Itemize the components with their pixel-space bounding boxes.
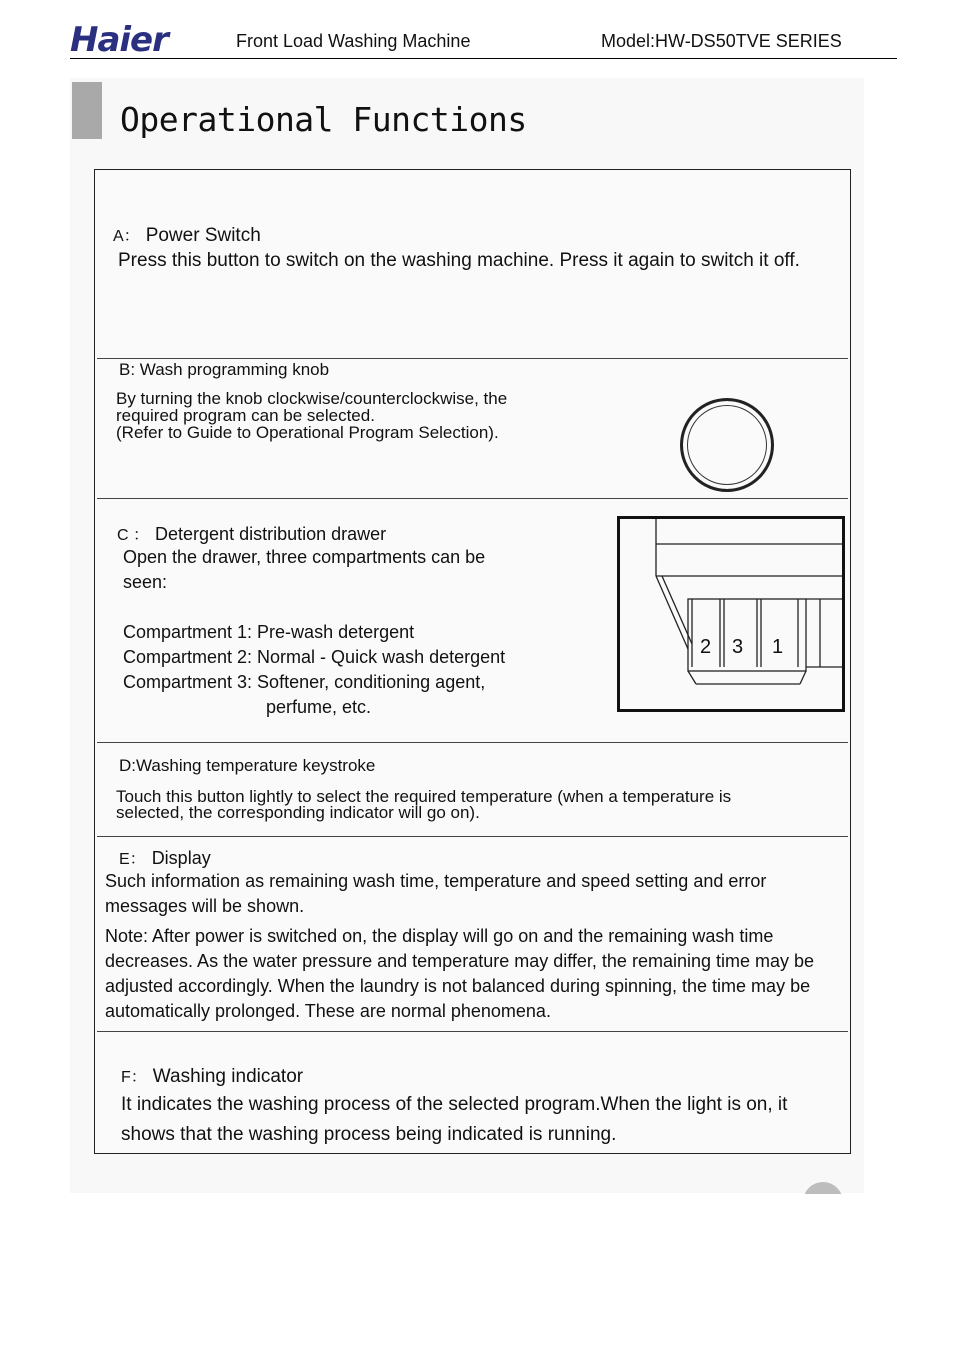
description-line: Open the drawer, three compartments can be bbox=[123, 547, 486, 567]
item-note: Note: After power is switched on, the display will go on and the remaining wash time decreases. As the water pressure and temperature may differ, the remaining time may be adjusted accordingly. When the laundry is not balanced during spinning, the time may be automatically prolonged. These are normal phenomena. bbox=[105, 926, 815, 1021]
item-description bbox=[123, 545, 597, 720]
compartment-line: Compartment 2: Normal - Quick wash detergent bbox=[123, 647, 506, 667]
row-divider bbox=[97, 358, 848, 359]
detergent-drawer-illustration bbox=[617, 516, 845, 712]
section-title-marker bbox=[72, 82, 102, 139]
functions-table bbox=[94, 169, 851, 1154]
description-line: (Refer to Guide to Operational Program Selection). bbox=[116, 423, 499, 442]
document-title: Front Load Washing Machine bbox=[236, 31, 471, 51]
item-display bbox=[105, 846, 840, 1024]
item-label: Display bbox=[151, 848, 211, 868]
description-line: selected, the corresponding indicator will go on). bbox=[116, 803, 480, 822]
item-heading bbox=[113, 223, 833, 247]
compartment-line: Compartment 3: Softener, conditioning agent, bbox=[123, 672, 486, 692]
item-label: Washing indicator bbox=[152, 1066, 304, 1087]
item-heading bbox=[119, 360, 659, 380]
item-heading bbox=[117, 522, 597, 545]
item-heading bbox=[119, 756, 839, 776]
item-label: Wash programming knob bbox=[139, 360, 330, 379]
compartment-number: 3 bbox=[732, 636, 744, 658]
item-key: F： bbox=[121, 1069, 147, 1086]
item-description bbox=[116, 390, 659, 441]
row-divider bbox=[97, 498, 848, 499]
item-key: A： bbox=[113, 228, 140, 245]
row-divider bbox=[97, 742, 848, 743]
item-temperature-key bbox=[116, 756, 839, 822]
item-label: Power Switch bbox=[145, 225, 261, 246]
item-description: It indicates the washing process of the selected program.When the light is on, it shows that the washing process being indicated is running. bbox=[121, 1094, 788, 1145]
item-key: E： bbox=[119, 851, 146, 868]
item-description bbox=[116, 789, 839, 821]
item-label: Detergent distribution drawer bbox=[155, 524, 387, 544]
item-key: C ： bbox=[117, 527, 150, 544]
compartment-line: Compartment 1: Pre-wash detergent bbox=[123, 622, 415, 642]
description-line: By turning the knob clockwise/counterclockwise, the bbox=[116, 389, 508, 408]
compartment-number: 1 bbox=[772, 636, 784, 658]
brand-logo: Haier bbox=[70, 20, 168, 60]
item-power-switch bbox=[113, 223, 833, 273]
item-heading bbox=[121, 1064, 841, 1088]
page-header bbox=[70, 22, 897, 59]
wash-knob-illustration bbox=[680, 398, 774, 492]
drawer-diagram bbox=[620, 519, 842, 709]
item-key: B: bbox=[119, 360, 136, 379]
item-wash-knob bbox=[116, 360, 659, 442]
compartment-number: 2 bbox=[700, 636, 712, 658]
item-heading bbox=[119, 846, 840, 869]
description-line: seen: bbox=[123, 572, 168, 592]
model-number: Model:HW-DS50TVE SERIES bbox=[601, 31, 842, 51]
row-divider bbox=[97, 836, 848, 837]
row-divider bbox=[97, 1031, 848, 1032]
section-title: Operational Functions bbox=[120, 100, 527, 139]
page-number-badge bbox=[803, 1182, 843, 1194]
item-key: D: bbox=[119, 756, 136, 775]
compartment-line: perfume, etc. bbox=[266, 697, 372, 717]
item-washing-indicator bbox=[121, 1064, 841, 1150]
item-description: Press this button to switch on the washing machine. Press it again to switch it off. bbox=[118, 250, 800, 271]
item-label: Washing temperature keystroke bbox=[136, 756, 376, 775]
item-description: Such information as remaining wash time, temperature and speed setting and error messages will be shown. bbox=[105, 871, 767, 916]
item-detergent-drawer bbox=[117, 522, 597, 720]
description-line: required program can be selected. bbox=[116, 406, 375, 425]
description-line: Touch this button lightly to select the required temperature (when a temperature is bbox=[116, 787, 732, 806]
